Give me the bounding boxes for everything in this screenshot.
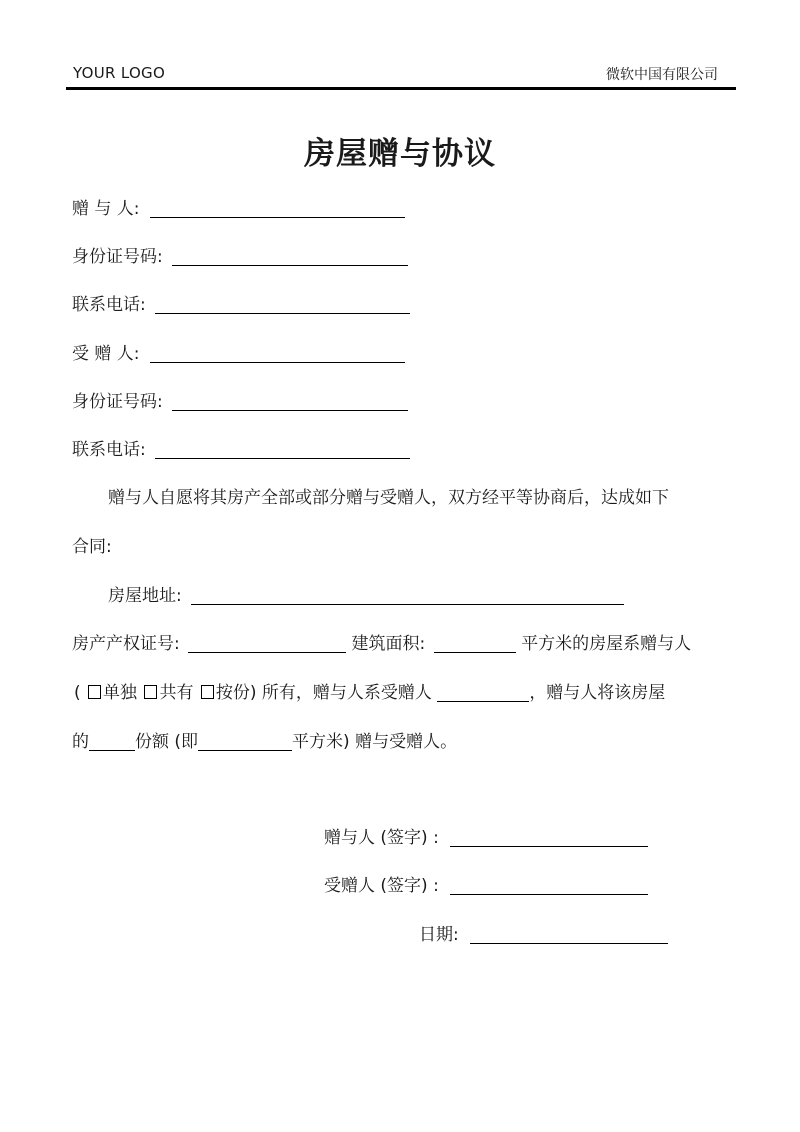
donor-id-label: 身份证号码: (72, 247, 163, 267)
area-label: 建筑面积: (351, 634, 426, 654)
donee-phone-field (72, 438, 410, 462)
checkbox-share[interactable] (201, 685, 214, 699)
address-label: 房屋地址: (108, 586, 182, 606)
intro-line-2: 合同: (72, 537, 112, 557)
donee-id-field (72, 390, 408, 414)
paren-open: ( (74, 683, 81, 703)
date-row (419, 923, 668, 947)
donee-id-label: 身份证号码: (72, 392, 163, 412)
share-blank[interactable] (89, 732, 135, 751)
donee-field (72, 342, 405, 366)
cert-blank[interactable] (188, 634, 346, 653)
option-share: 按份 (215, 683, 250, 703)
sqm-blank[interactable] (198, 732, 292, 751)
donor-signature-row (324, 826, 648, 850)
ownership-row (74, 681, 665, 705)
checkbox-shared[interactable] (144, 685, 157, 699)
header-divider (66, 87, 736, 90)
donor-phone-blank[interactable] (155, 295, 410, 314)
cert-label: 房产产权证号: (72, 634, 180, 654)
page-header (66, 62, 736, 88)
donor-sign-blank[interactable] (450, 828, 648, 847)
area-blank[interactable] (434, 634, 516, 653)
sqm-text: 平方米) 赠与受赠人。 (292, 732, 458, 752)
address-blank[interactable] (191, 586, 624, 605)
option-single: 单独 (103, 683, 138, 703)
option-shared: 共有 (159, 683, 194, 703)
intro-line-1: 赠与人自愿将其房产全部或部分赠与受赠人，双方经平等协商后，达成如下 (108, 488, 669, 508)
relation-blank[interactable] (437, 683, 529, 702)
donor-phone-label: 联系电话: (72, 295, 146, 315)
donor-blank[interactable] (150, 199, 405, 218)
date-label: 日期: (419, 925, 459, 945)
of-text: 的 (72, 732, 89, 752)
donor-field (72, 197, 405, 221)
donee-sign-blank[interactable] (450, 876, 648, 895)
share-row (72, 730, 457, 754)
address-row (108, 584, 624, 608)
donee-blank[interactable] (150, 344, 405, 363)
document-title: 房屋赠与协议 (304, 136, 496, 172)
donor-id-blank[interactable] (172, 247, 408, 266)
donee-label: 受 赠 人: (72, 344, 140, 364)
certificate-row (72, 632, 691, 656)
company-name: 微软中国有限公司 (606, 67, 718, 83)
share-text: 份额 (即 (135, 732, 199, 752)
will-text: ，赠与人将该房屋 (529, 683, 666, 703)
donee-phone-label: 联系电话: (72, 440, 146, 460)
donee-id-blank[interactable] (172, 392, 408, 411)
donor-sign-label: 赠与人 (签字) : (324, 828, 439, 848)
donor-phone-field (72, 293, 410, 317)
logo-text: YOUR LOGO (73, 64, 166, 82)
owned-text: ) 所有，赠与人系受赠人 (249, 683, 432, 703)
area-suffix: 平方米的房屋系赠与人 (521, 634, 692, 654)
donor-id-field (72, 245, 408, 269)
donor-label: 赠 与 人: (72, 199, 140, 219)
donee-sign-label: 受赠人 (签字) : (324, 876, 439, 896)
donee-signature-row (324, 874, 648, 898)
checkbox-single[interactable] (88, 685, 101, 699)
date-blank[interactable] (470, 925, 668, 944)
donee-phone-blank[interactable] (155, 440, 410, 459)
